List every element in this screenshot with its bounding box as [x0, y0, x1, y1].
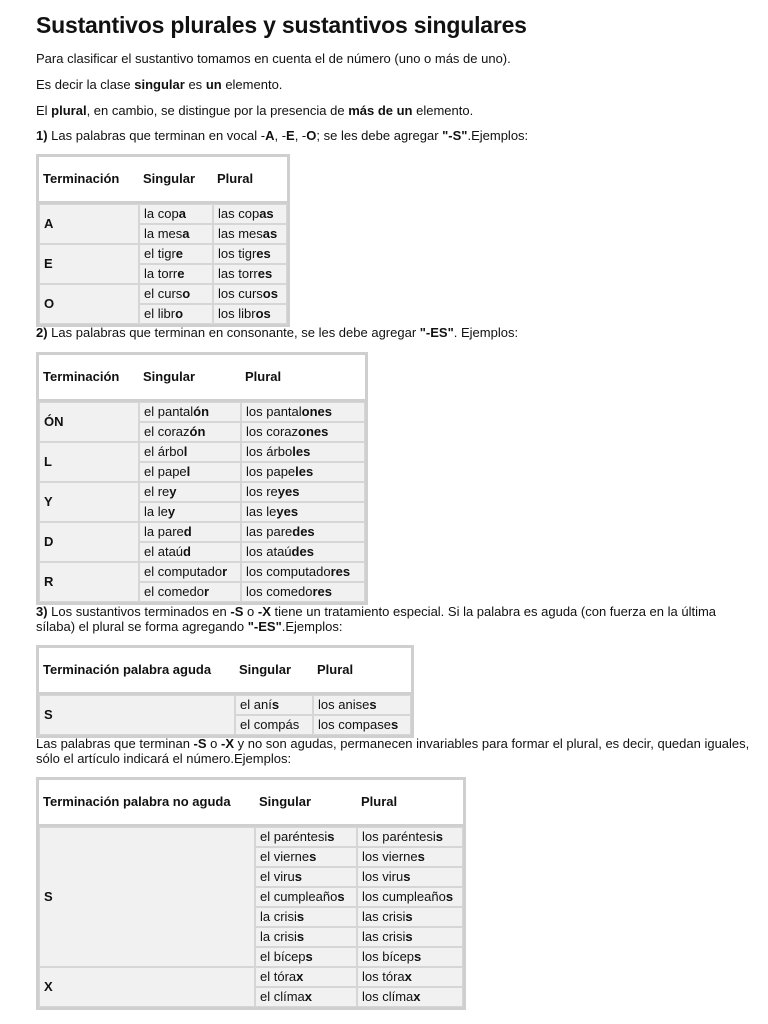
singular-cell: el clímax: [255, 987, 357, 1007]
rule-3-paragraph: [36, 604, 756, 634]
text-run: y no son agudas, permanecen invariables para formar el plural, es decir, quedan iguales, sólo el artículo indicará el número.Ejemplos:: [36, 736, 750, 766]
singular-cell: el paréntesis: [255, 827, 357, 847]
singular-cell: el anís: [235, 695, 313, 715]
ending-cell: R: [39, 562, 139, 602]
rule-4-paragraph: [36, 736, 756, 766]
plural-cell: los comedores: [241, 582, 365, 602]
table-header-row: [39, 157, 287, 204]
ending-cell: S: [39, 695, 235, 735]
text-run: elemento.: [221, 77, 283, 92]
text-run: Es decir la clase: [36, 77, 135, 92]
column-header: Singular: [139, 157, 213, 204]
ending-cell: E: [39, 244, 139, 284]
text-run: ; se les debe agregar: [316, 128, 443, 143]
intro-paragraph-1: [36, 51, 511, 66]
plural-cell: las crisis: [357, 927, 463, 947]
plural-cell: los tórax: [357, 967, 463, 987]
text-run: , -: [294, 128, 307, 143]
table-row: [39, 967, 463, 987]
text-run: más de un: [348, 103, 413, 118]
singular-cell: el libro: [139, 304, 213, 324]
column-header: Terminación palabra aguda: [39, 648, 235, 695]
plural-cell: las crisis: [357, 907, 463, 927]
singular-cell: la copa: [139, 204, 213, 224]
column-header: Terminación palabra no aguda: [39, 780, 255, 827]
table-vowel-endings: [36, 154, 290, 327]
plural-cell: los anises: [313, 695, 411, 715]
text-run: plural: [51, 103, 87, 118]
plural-cell: los árboles: [241, 442, 365, 462]
text-run: A: [265, 128, 275, 143]
text-run: 3): [36, 604, 48, 619]
text-run: elemento.: [412, 103, 474, 118]
singular-cell: el comedor: [139, 582, 241, 602]
table-row: [39, 442, 365, 462]
text-run: Las palabras que terminan en vocal -: [47, 128, 266, 143]
table-consonant-endings: [36, 352, 368, 605]
singular-cell: el papel: [139, 462, 241, 482]
text-run: 1): [36, 128, 48, 143]
text-run: -S: [193, 736, 207, 751]
text-run: , en cambio, se distingue por la presencia de: [86, 103, 349, 118]
text-run: Las palabras que terminan: [36, 736, 194, 751]
plural-cell: los computadores: [241, 562, 365, 582]
plural-cell: los clímax: [357, 987, 463, 1007]
page-title: Sustantivos plurales y sustantivos singulares: [36, 12, 527, 38]
column-header: Plural: [213, 157, 287, 204]
intro-paragraph-2: [36, 77, 282, 92]
ending-cell: X: [39, 967, 255, 1007]
text-run: .Ejemplos:: [467, 128, 529, 143]
text-run: . Ejemplos:: [453, 325, 519, 340]
column-header: Plural: [357, 780, 463, 827]
table-row: [39, 204, 287, 224]
plural-cell: las mesas: [213, 224, 287, 244]
text-run: "-ES": [419, 325, 454, 340]
text-run: -X: [221, 736, 235, 751]
singular-cell: la pared: [139, 522, 241, 542]
singular-cell: el ataúd: [139, 542, 241, 562]
column-header: Terminación: [39, 355, 139, 402]
plural-cell: los cursos: [213, 284, 287, 304]
text-run: .Ejemplos:: [281, 619, 343, 634]
ending-cell: Y: [39, 482, 139, 522]
plural-cell: las copas: [213, 204, 287, 224]
column-header: Terminación: [39, 157, 139, 204]
column-header: Singular: [255, 780, 357, 827]
singular-cell: el curso: [139, 284, 213, 304]
singular-cell: el árbol: [139, 442, 241, 462]
column-header: Plural: [313, 648, 411, 695]
column-header: Plural: [241, 355, 365, 402]
table-row: [39, 482, 365, 502]
singular-cell: el virus: [255, 867, 357, 887]
table-row: [39, 522, 365, 542]
plural-cell: los cumpleaños: [357, 887, 463, 907]
singular-cell: el tigre: [139, 244, 213, 264]
text-run: -X: [257, 604, 271, 619]
text-run: o: [206, 736, 222, 751]
singular-cell: la crisis: [255, 927, 357, 947]
plural-cell: los viernes: [357, 847, 463, 867]
table-row: [39, 244, 287, 264]
ending-cell: L: [39, 442, 139, 482]
table-header-row: [39, 355, 365, 402]
table-header-row: [39, 648, 411, 695]
plural-cell: los paréntesis: [357, 827, 463, 847]
singular-cell: el pantalón: [139, 402, 241, 422]
table-no-aguda-endings: [36, 777, 466, 1010]
text-run: un: [205, 77, 222, 92]
text-run: Los sustantivos terminados en: [47, 604, 231, 619]
text-run: tiene un tratamiento especial. Si la palabra es aguda (con fuerza en la última sílaba) el plural se forma agregando: [36, 604, 717, 634]
column-header: Singular: [235, 648, 313, 695]
text-run: Las palabras que terminan en consonante, se les debe agregar: [47, 325, 420, 340]
singular-cell: el compás: [235, 715, 313, 735]
plural-cell: las paredes: [241, 522, 365, 542]
text-run: "-ES": [247, 619, 282, 634]
ending-cell: ÓN: [39, 402, 139, 442]
plural-cell: los pantalones: [241, 402, 365, 422]
singular-cell: la crisis: [255, 907, 357, 927]
text-run: singular: [134, 77, 185, 92]
plural-cell: las leyes: [241, 502, 365, 522]
singular-cell: el rey: [139, 482, 241, 502]
table-row: [39, 562, 365, 582]
table-row: [39, 695, 411, 715]
singular-cell: el viernes: [255, 847, 357, 867]
singular-cell: el cumpleaños: [255, 887, 357, 907]
ending-cell: D: [39, 522, 139, 562]
column-header: Singular: [139, 355, 241, 402]
text-run: Para clasificar el sustantivo tomamos en cuenta el de número (uno o más de uno).: [36, 51, 511, 66]
table-row: [39, 827, 463, 847]
text-run: , -: [274, 128, 287, 143]
text-run: El: [36, 103, 52, 118]
ending-cell: O: [39, 284, 139, 324]
plural-cell: los reyes: [241, 482, 365, 502]
table-row: [39, 402, 365, 422]
plural-cell: los papeles: [241, 462, 365, 482]
singular-cell: el computador: [139, 562, 241, 582]
ending-cell: S: [39, 827, 255, 967]
ending-cell: A: [39, 204, 139, 244]
plural-cell: los compases: [313, 715, 411, 735]
text-run: -S: [230, 604, 244, 619]
text-run: O: [306, 128, 317, 143]
intro-paragraph-3: [36, 103, 473, 118]
singular-cell: la ley: [139, 502, 241, 522]
rule-1-paragraph: [36, 128, 528, 143]
plural-cell: las torres: [213, 264, 287, 284]
table-header-row: [39, 780, 463, 827]
plural-cell: los libros: [213, 304, 287, 324]
plural-cell: los tigres: [213, 244, 287, 264]
text-run: 2): [36, 325, 48, 340]
singular-cell: el bíceps: [255, 947, 357, 967]
text-run: E: [286, 128, 295, 143]
text-run: es: [184, 77, 206, 92]
rule-2-paragraph: [36, 325, 518, 340]
text-run: "-S": [442, 128, 468, 143]
singular-cell: la mesa: [139, 224, 213, 244]
singular-cell: el tórax: [255, 967, 357, 987]
singular-cell: la torre: [139, 264, 213, 284]
table-aguda-endings: [36, 645, 414, 738]
plural-cell: los bíceps: [357, 947, 463, 967]
singular-cell: el corazón: [139, 422, 241, 442]
text-run: o: [243, 604, 258, 619]
plural-cell: los virus: [357, 867, 463, 887]
plural-cell: los corazones: [241, 422, 365, 442]
plural-cell: los ataúdes: [241, 542, 365, 562]
table-row: [39, 284, 287, 304]
